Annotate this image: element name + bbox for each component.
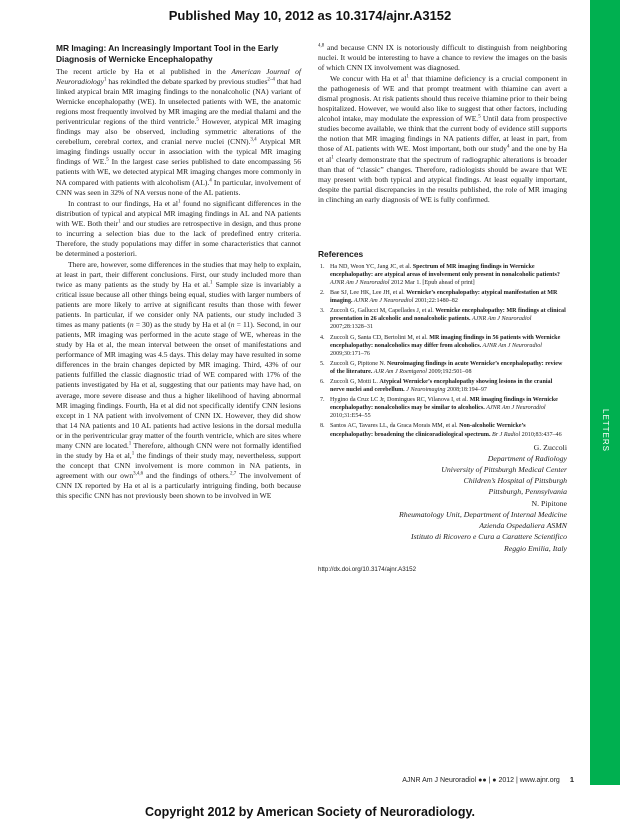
reference-journal: AJNR Am J Neuroradiol [481, 342, 542, 349]
reference-authors: Zuccoli G, Pipitone N. [330, 360, 387, 367]
body-paragraph-3-continued: $^{4,8}$ and because CNN IX is notoriously difficult to distinguish from neighboring nuclei. It would be interesting to have a chance to review the images on the basis of which CNN IX involvement was diagnosed. [318, 43, 567, 73]
reference-journal: AJNR Am J Neuroradiol [484, 405, 546, 412]
footer-journal: AJNR Am J Neuroradiol ●● | ● 2012 | www.ajnr.org [402, 777, 560, 784]
reference-details: 2008;18:194–97 [445, 387, 487, 394]
affiliation-line: Azienda Ospedaliera ASMN [479, 521, 567, 531]
affiliation-line: Istituto di Ricovero e Cura a Carattere Scientifico [411, 532, 567, 542]
section-side-tab-label: LETTERS [600, 408, 610, 452]
body-paragraph-4: We concur with Ha et $al^1$ that thiamine deficiency is a crucial component in the pathogenesis of WE and that prompt treatment with thiamine can avert a dismal prognosis. At risk patients should thus receive thiamine prior to their being hospitalized. However, we would also like to suggest that other factors, including alcohol intake, may modulate the expression of WE.$^5$ Until data from prospective studies become available, we think that the current body of evidence still supports the notion that MR imaging findings in NA patients differ, at least in part, from those of AL patients with WE. Most important, both our study$^4$ and the one by Ha et $al^1$ clearly demonstrate that the spectrum of radiographic alterations is broader than that of “classic” changes. Therefore, radiologists should be aware that WE may present with both typical and atypical findings. At least equally important, despite the partial discrepancies in the results published, the role of MR imaging in clinching an early diagnosis of WE is fully confirmed. [318, 74, 567, 204]
references-heading: References [318, 248, 364, 259]
reference-journal: J Neuroimaging [404, 387, 446, 394]
publication-banner: Published May 10, 2012 as 10.3174/ajnr.A3152 [168, 8, 452, 23]
reference-number: 2. [320, 290, 325, 297]
reference-authors: Hygino da Cruz LC Jr, Domingues RC, Vilanova I, et al. [330, 397, 470, 404]
doi-link[interactable]: http://dx.doi.org/10.3174/ajnr.A3152 [318, 565, 417, 573]
reference-journal: Br J Radiol [490, 431, 521, 438]
reference-title: MR imaging findings in Wernicke encephalopathy: nonalcoholics may be similar to alcoholics. [330, 397, 558, 412]
reference-item [318, 396, 567, 420]
reference-details: 2012 Mar 1. [Epub ahead of print] [389, 279, 475, 286]
reference-title: Neuroimaging findings in acute Wernicke’s encephalopathy: review of the literature. [330, 360, 563, 375]
author-name: N. Pipitone [531, 498, 567, 508]
reference-journal: AJR Am J Roentgenol [372, 368, 427, 375]
reference-number: 4. [320, 334, 325, 341]
affiliation-line: University of Pittsburgh Medical Center [441, 465, 567, 475]
body-paragraph-1: The recent article by Ha et al published in the American Journal of Neuroradiology$^1$ has rekindled the debate sparked by previous studies$^{2-4}$ that had linked atypical brain MR imaging findings to the nonalcoholic (NA) variant of Wernicke encephalopathy (WE). In unselected patients with WE, the anatomic regions most frequently involved by MR imaging are the medial thalami and the periventricular regions of the third ventricle.$^5$ However, atypical MR imaging findings may also be observed, including symmetric alterations of the cerebellum, cerebral cortex, and cranial nerve nuclei (CNN).$^{3,4}$ Atypical MR imaging findings usually occur in association with the typical MR imaging findings of WE.$^5$ In the largest case series published to date encompassing 56 patients with WE, we detected atypical MR imaging changes more commonly in NA compared with patients with alcoholism (AL).$^4$ In particular, involvement of CNN was seen in 32% of NA versus none of the AL patients. [56, 67, 302, 197]
references-list [318, 263, 567, 439]
reference-title: Wernicke’s encephalopathy: atypical manifestation at MR imaging. [330, 290, 558, 305]
reference-item [318, 360, 567, 376]
reference-title: Atypical Wernicke’s encephalopathy showing lesions in the cranial nerve nuclei and cerebellum. [330, 379, 553, 394]
affiliation-line: Department of Radiology [487, 453, 567, 463]
reference-item [318, 378, 567, 394]
affiliation-line: Pittsburgh, Pennsylvania [488, 487, 567, 497]
reference-journal: AJNR Am J Neuroradiol [330, 279, 390, 286]
article-title: MR Imaging: An Increasingly Important Tool in the Early Diagnosis of Wernicke Encephalopathy [56, 43, 279, 64]
reference-title: MR imaging findings in 56 patients with Wernicke encephalopathy: nonalcoholics may differ from alcoholics. [330, 334, 561, 349]
reference-title: Spectrum of MR imaging findings in Wernicke encephalopathy: are atypical areas of involvement only present in nonalcoholic patients? [330, 263, 560, 278]
reference-authors: Santos AC, Tavares LL, da Graca Morais MM, et al. [330, 423, 460, 430]
reference-number: 6. [320, 379, 325, 386]
reference-item [318, 334, 567, 358]
affiliation-line: Reggio Emilia, Italy [503, 543, 567, 553]
reference-number: 1. [320, 263, 325, 270]
page-footer [312, 775, 574, 784]
reference-details: 2007;28:1328–31 [330, 324, 373, 331]
reference-number: 5. [320, 360, 325, 367]
reference-journal: AJNR Am J Neuroradiol [352, 298, 414, 305]
reference-authors: Zuccoli G, Santa CD, Bertolini M, et al. [330, 334, 430, 341]
reference-authors: Ha ND, Weon YC, Jang JC, et al. [330, 263, 413, 270]
reference-journal: AJNR Am J Neuroradiol [470, 316, 532, 323]
body-paragraph-2: In contrast to our findings, Ha et $al^1$ found no significant differences in the distribution of typical and atypical MR imaging findings in AL and NA patients with WE. Both their$^1$ and our studies are retrospective in design, and thus prone to incurring a selection bias due to the lack of predefined entry criteria. Therefore, the study populations may differ in some characteristics that cannot be determined a posteriori. [56, 198, 301, 258]
reference-item [318, 307, 567, 331]
reference-number: 7. [320, 397, 325, 404]
reference-authors: Zuccoli G, Gallucci M, Capellades J, et al. [330, 308, 436, 315]
reference-authors: Bae SJ, Lee HK, Lee JH, et al. [330, 290, 407, 297]
copyright-banner: Copyright 2012 by American Society of Neuroradiology. [145, 805, 475, 819]
author-name: G. Zuccoli [533, 442, 567, 452]
left-column [56, 43, 301, 501]
reference-number: 3. [320, 308, 325, 315]
reference-item [318, 422, 567, 438]
affiliation-line: Rheumatology Unit, Department of Internal Medicine [398, 509, 567, 519]
reference-details: 2001;22:1480–82 [413, 298, 458, 305]
reference-details: 2010;83:437–46 [520, 431, 562, 438]
reference-details: 2010;31:E54–55 [330, 413, 371, 420]
reference-item [318, 263, 567, 287]
reference-title: Wernicke encephalopathy: MR findings at clinical presentation in 26 alcoholic and nonalcoholic patients. [330, 308, 566, 323]
section-side-tab-label-wrap [592, 400, 618, 460]
signature-block [318, 442, 567, 554]
reference-details: 2009;30:171–76 [330, 350, 370, 357]
reference-authors: Zuccoli G, Motti L. [330, 379, 380, 386]
reference-details: 2009;192:501–08 [426, 368, 472, 375]
affiliation-line: Children’s Hospital of Pittsburgh [463, 476, 567, 486]
section-side-tab [590, 0, 620, 785]
reference-number: 8. [320, 423, 325, 430]
page-number: 1 [569, 775, 574, 784]
reference-item [318, 289, 567, 305]
right-column [318, 43, 567, 575]
body-paragraph-3: There are, however, some differences in the studies that may help to explain, at least in part, their different conclusions. First, our study included more than twice as many patients as the study by Ha et al.$^1$ Sample size is invariably a critical issue because all other things being equal, studies with larger numbers of patients are more likely to arrive at significant results than those with fewer patients. In particular, if we consider only NA patients, our study included 3 times as many patients (n = 30) as the study by Ha et al (n = 11). Second, in our patients, MR imaging was performed in the acute stage of WE, whereas in the study by Ha et al, the mean interval between the onset of manifestations and performance of MR imaging was 4.5 days. This delay may have resulted in some differences in the brain changes depicted by MR imaging. Third, 43% of our patients fulfilled the classic diagnostic triad of WE compared with 17% of the patients investigated by Ha et al, suggesting that our patients may have had, on average, more severe disease and thus a higher likelihood of having abnormal MR imaging findings. Fourth, Ha et al did not specifically identify CNN lesions except in 1 NA patient with involvement of CNN IX. However, they did show that 14 NA patients and 10 AL patients had active lesions in the dorsal medulla or in the periventricular gray matter of the fourth ventricle, which are sites where many CNN are located.$^1$ Therefore, although CNN were not formally identified in the study by Ha et al,$^1$ the findings of their study may, nevertheless, support the concept that CNN involvement is more common in NA patients, in agreement with our own$^{3,4,6}$ and the findings of others.$^{2,7}$ The involvement of CNN IX reported by Ha et al is a particularly intriguing finding, both because this specific CNN has not previously been shown to be involved in WE [56, 259, 302, 500]
reference-title: Non-alcoholic Wernicke’s encephalopathy: broadening the clinicoradiological spectrum. [330, 423, 526, 438]
